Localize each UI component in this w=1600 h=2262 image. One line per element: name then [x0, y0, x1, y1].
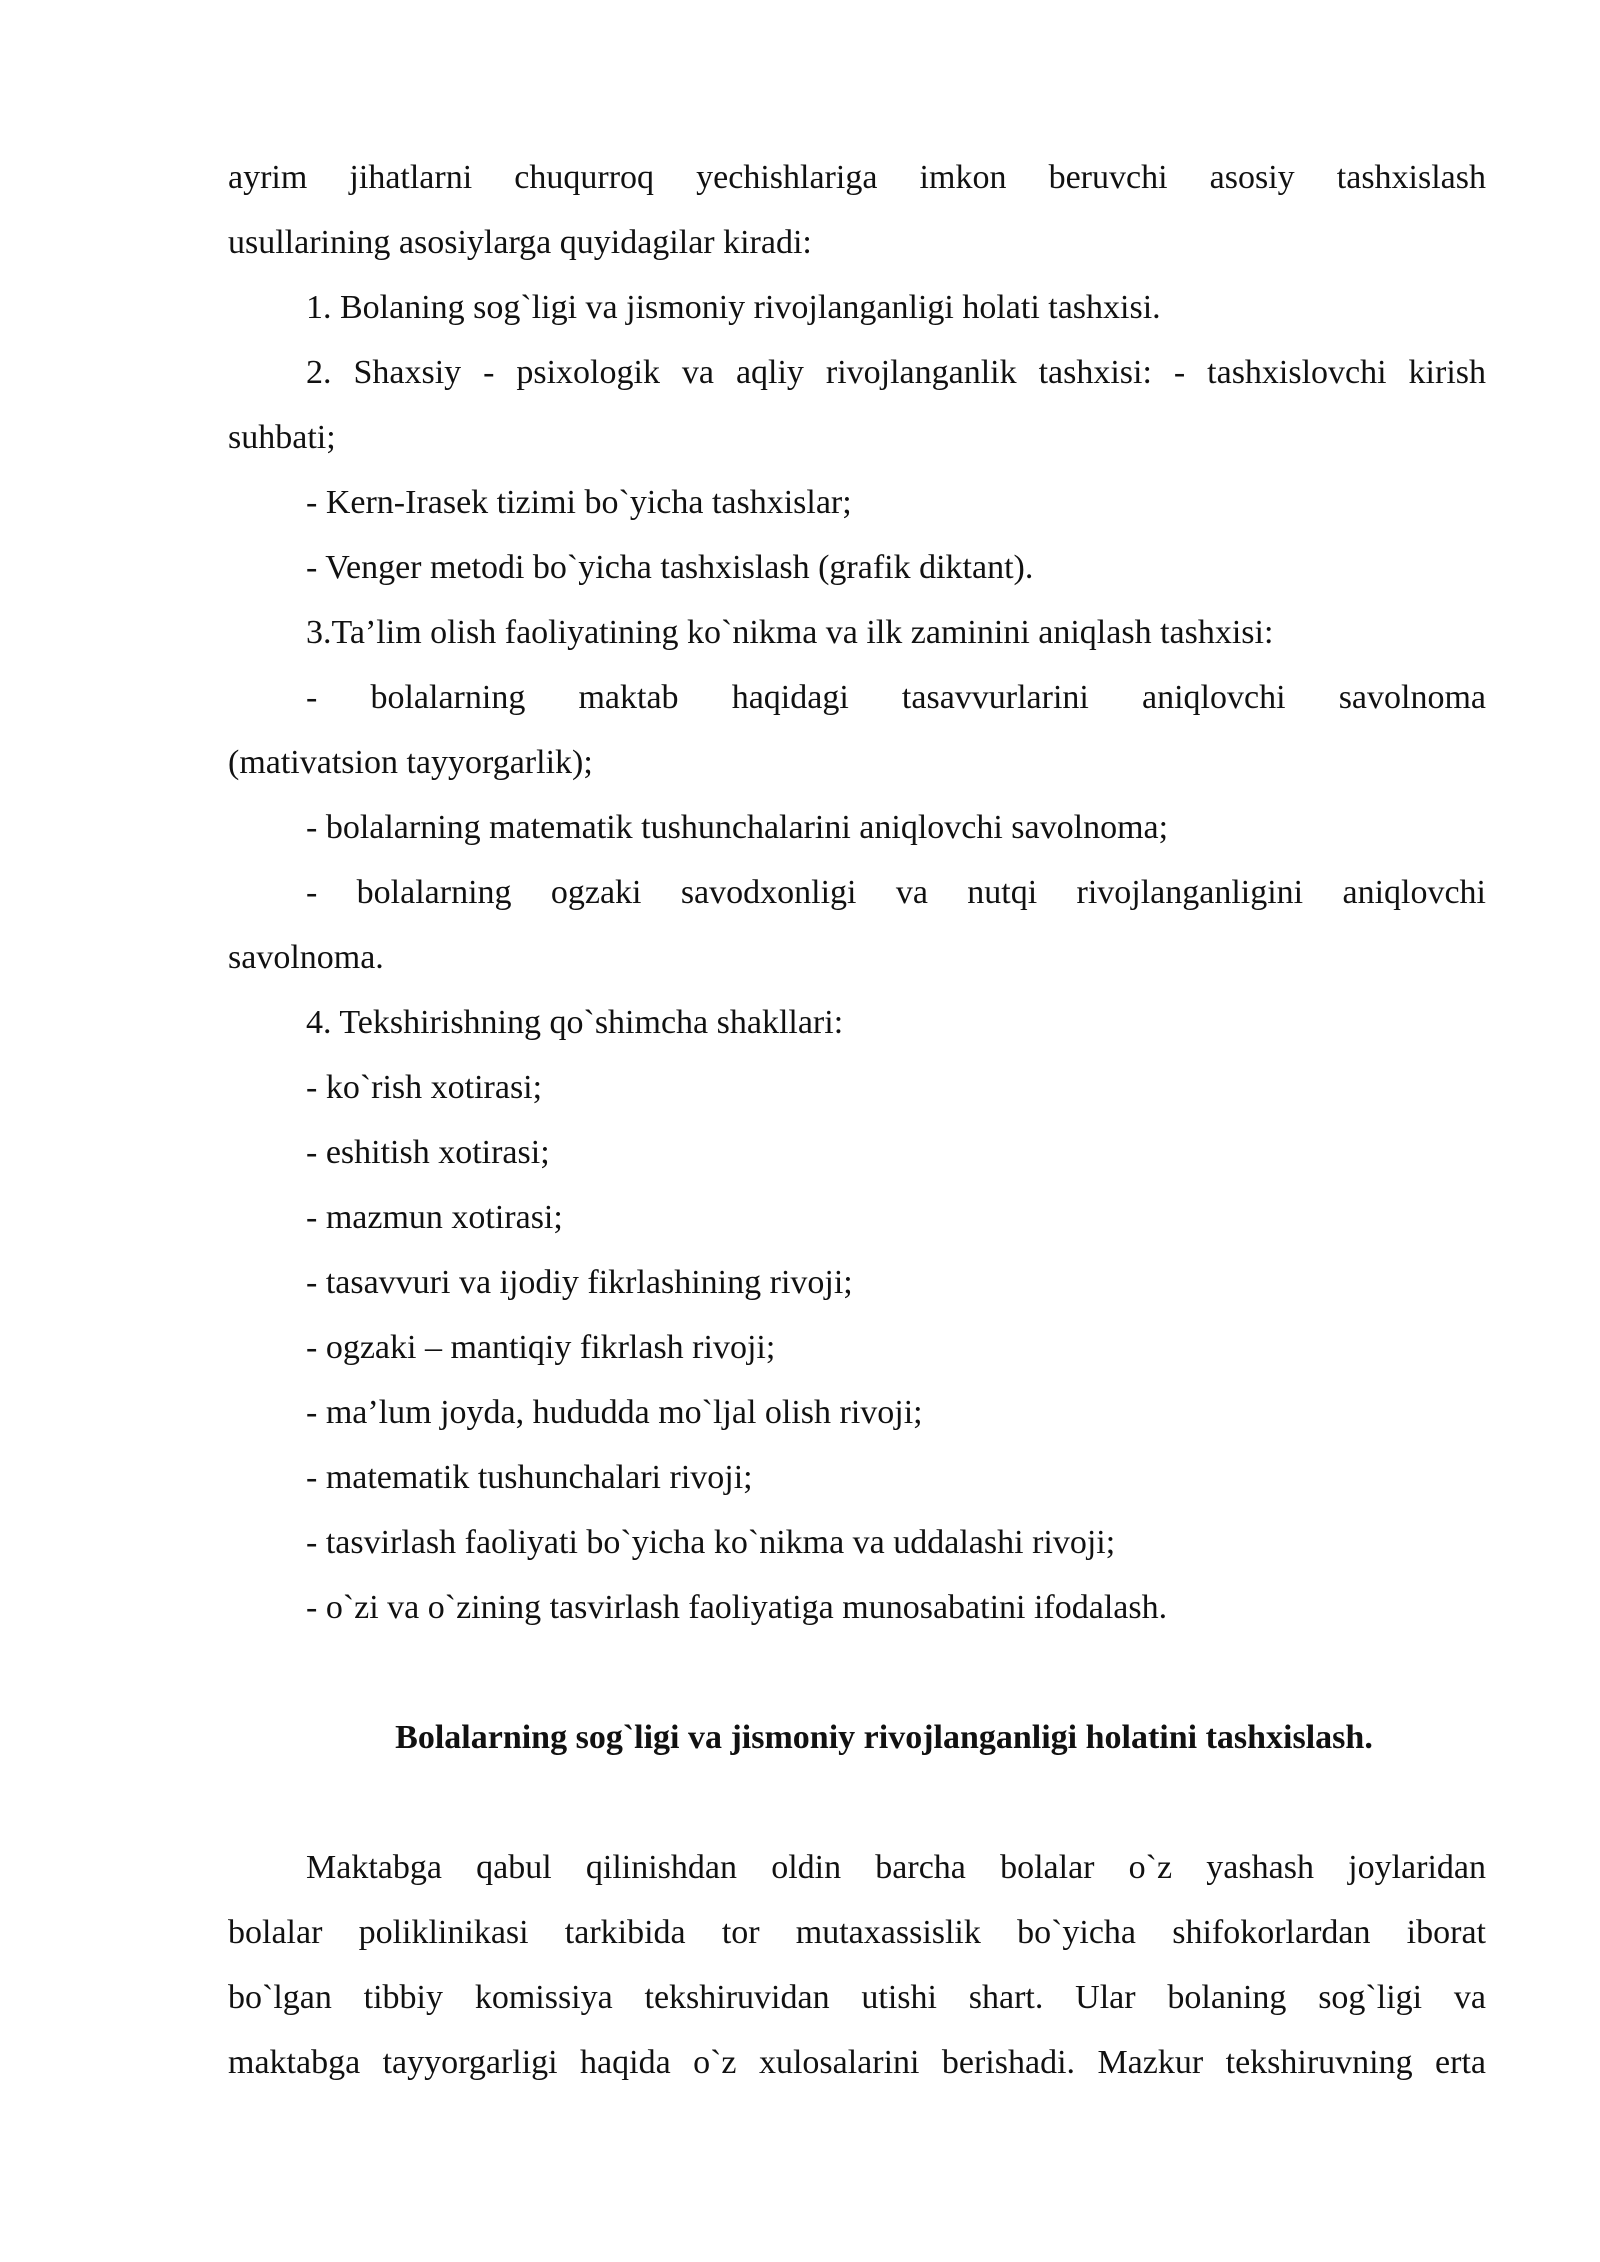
list-item: - ma’lum joyda, hududda mo`ljal olish rivoji; [306, 1394, 923, 1431]
list-item: - tasvirlash faoliyati bo`yicha ko`nikma va uddalashi rivoji; [306, 1524, 1116, 1561]
list-item: - bolalarning maktab haqidagi tasavvurlarini aniqlovchi savolnoma [306, 679, 1486, 716]
text-line: usullarining asosiylarga quyidagilar kiradi: [228, 224, 812, 261]
text-line: ayrim jihatlarni chuqurroq yechishlariga imkon beruvchi asosiy tashxislash [228, 159, 1486, 196]
list-item: - eshitish xotirasi; [306, 1134, 550, 1171]
paragraph-line: bolalar poliklinikasi tarkibida tor mutaxassislik bo`yicha shifokorlardan iborat [228, 1914, 1486, 1951]
list-item: - bolalarning ogzaki savodxonligi va nutqi rivojlanganligini aniqlovchi [306, 874, 1486, 911]
text-line: savolnoma. [228, 939, 384, 976]
list-item: - tasavvuri va ijodiy fikrlashining rivoji; [306, 1264, 853, 1301]
list-item: 3.Ta’lim olish faoliyatining ko`nikma va ilk zaminini aniqlash tashxisi: [306, 614, 1274, 651]
spacer [228, 1770, 1486, 1835]
list-item: - bolalarning matematik tushunchalarini aniqlovchi savolnoma; [306, 809, 1169, 846]
list-item: - matematik tushunchalari rivoji; [306, 1459, 753, 1496]
list-item: - Venger metodi bo`yicha tashxislash (grafik diktant). [306, 549, 1034, 586]
section-heading: Bolalarning sog`ligi va jismoniy rivojlanganligi holatini tashxislash. [395, 1719, 1373, 1756]
spacer [228, 1640, 1486, 1705]
list-item: 2. Shaxsiy - psixologik va aqliy rivojlanganlik tashxisi: - tashxislovchi kirish [306, 354, 1486, 391]
paragraph-line: Maktabga qabul qilinishdan oldin barcha bolalar o`z yashash joylaridan [306, 1849, 1486, 1886]
text-line: suhbati; [228, 419, 336, 456]
list-item: - ko`rish xotirasi; [306, 1069, 543, 1106]
list-item: 4. Tekshirishning qo`shimcha shakllari: [306, 1004, 844, 1041]
paragraph-line: maktabga tayyorgarligi haqida o`z xulosalarini berishadi. Mazkur tekshiruvning erta [228, 2044, 1486, 2081]
list-item: - ogzaki – mantiqiy fikrlash rivoji; [306, 1329, 776, 1366]
text-line: (mativatsion tayyorgarlik); [228, 744, 593, 781]
list-item: 1. Bolaning sog`ligi va jismoniy rivojlanganligi holati tashxisi. [306, 289, 1161, 326]
list-item: - mazmun xotirasi; [306, 1199, 563, 1236]
list-item: - o`zi va o`zining tasvirlash faoliyatiga munosabatini ifodalash. [306, 1589, 1168, 1626]
list-item: - Kern-Irasek tizimi bo`yicha tashxislar; [306, 484, 852, 521]
page-content [228, 145, 1486, 2095]
paragraph-line: bo`lgan tibbiy komissiya tekshiruvidan utishi shart. Ular bolaning sog`ligi va [228, 1979, 1486, 2016]
